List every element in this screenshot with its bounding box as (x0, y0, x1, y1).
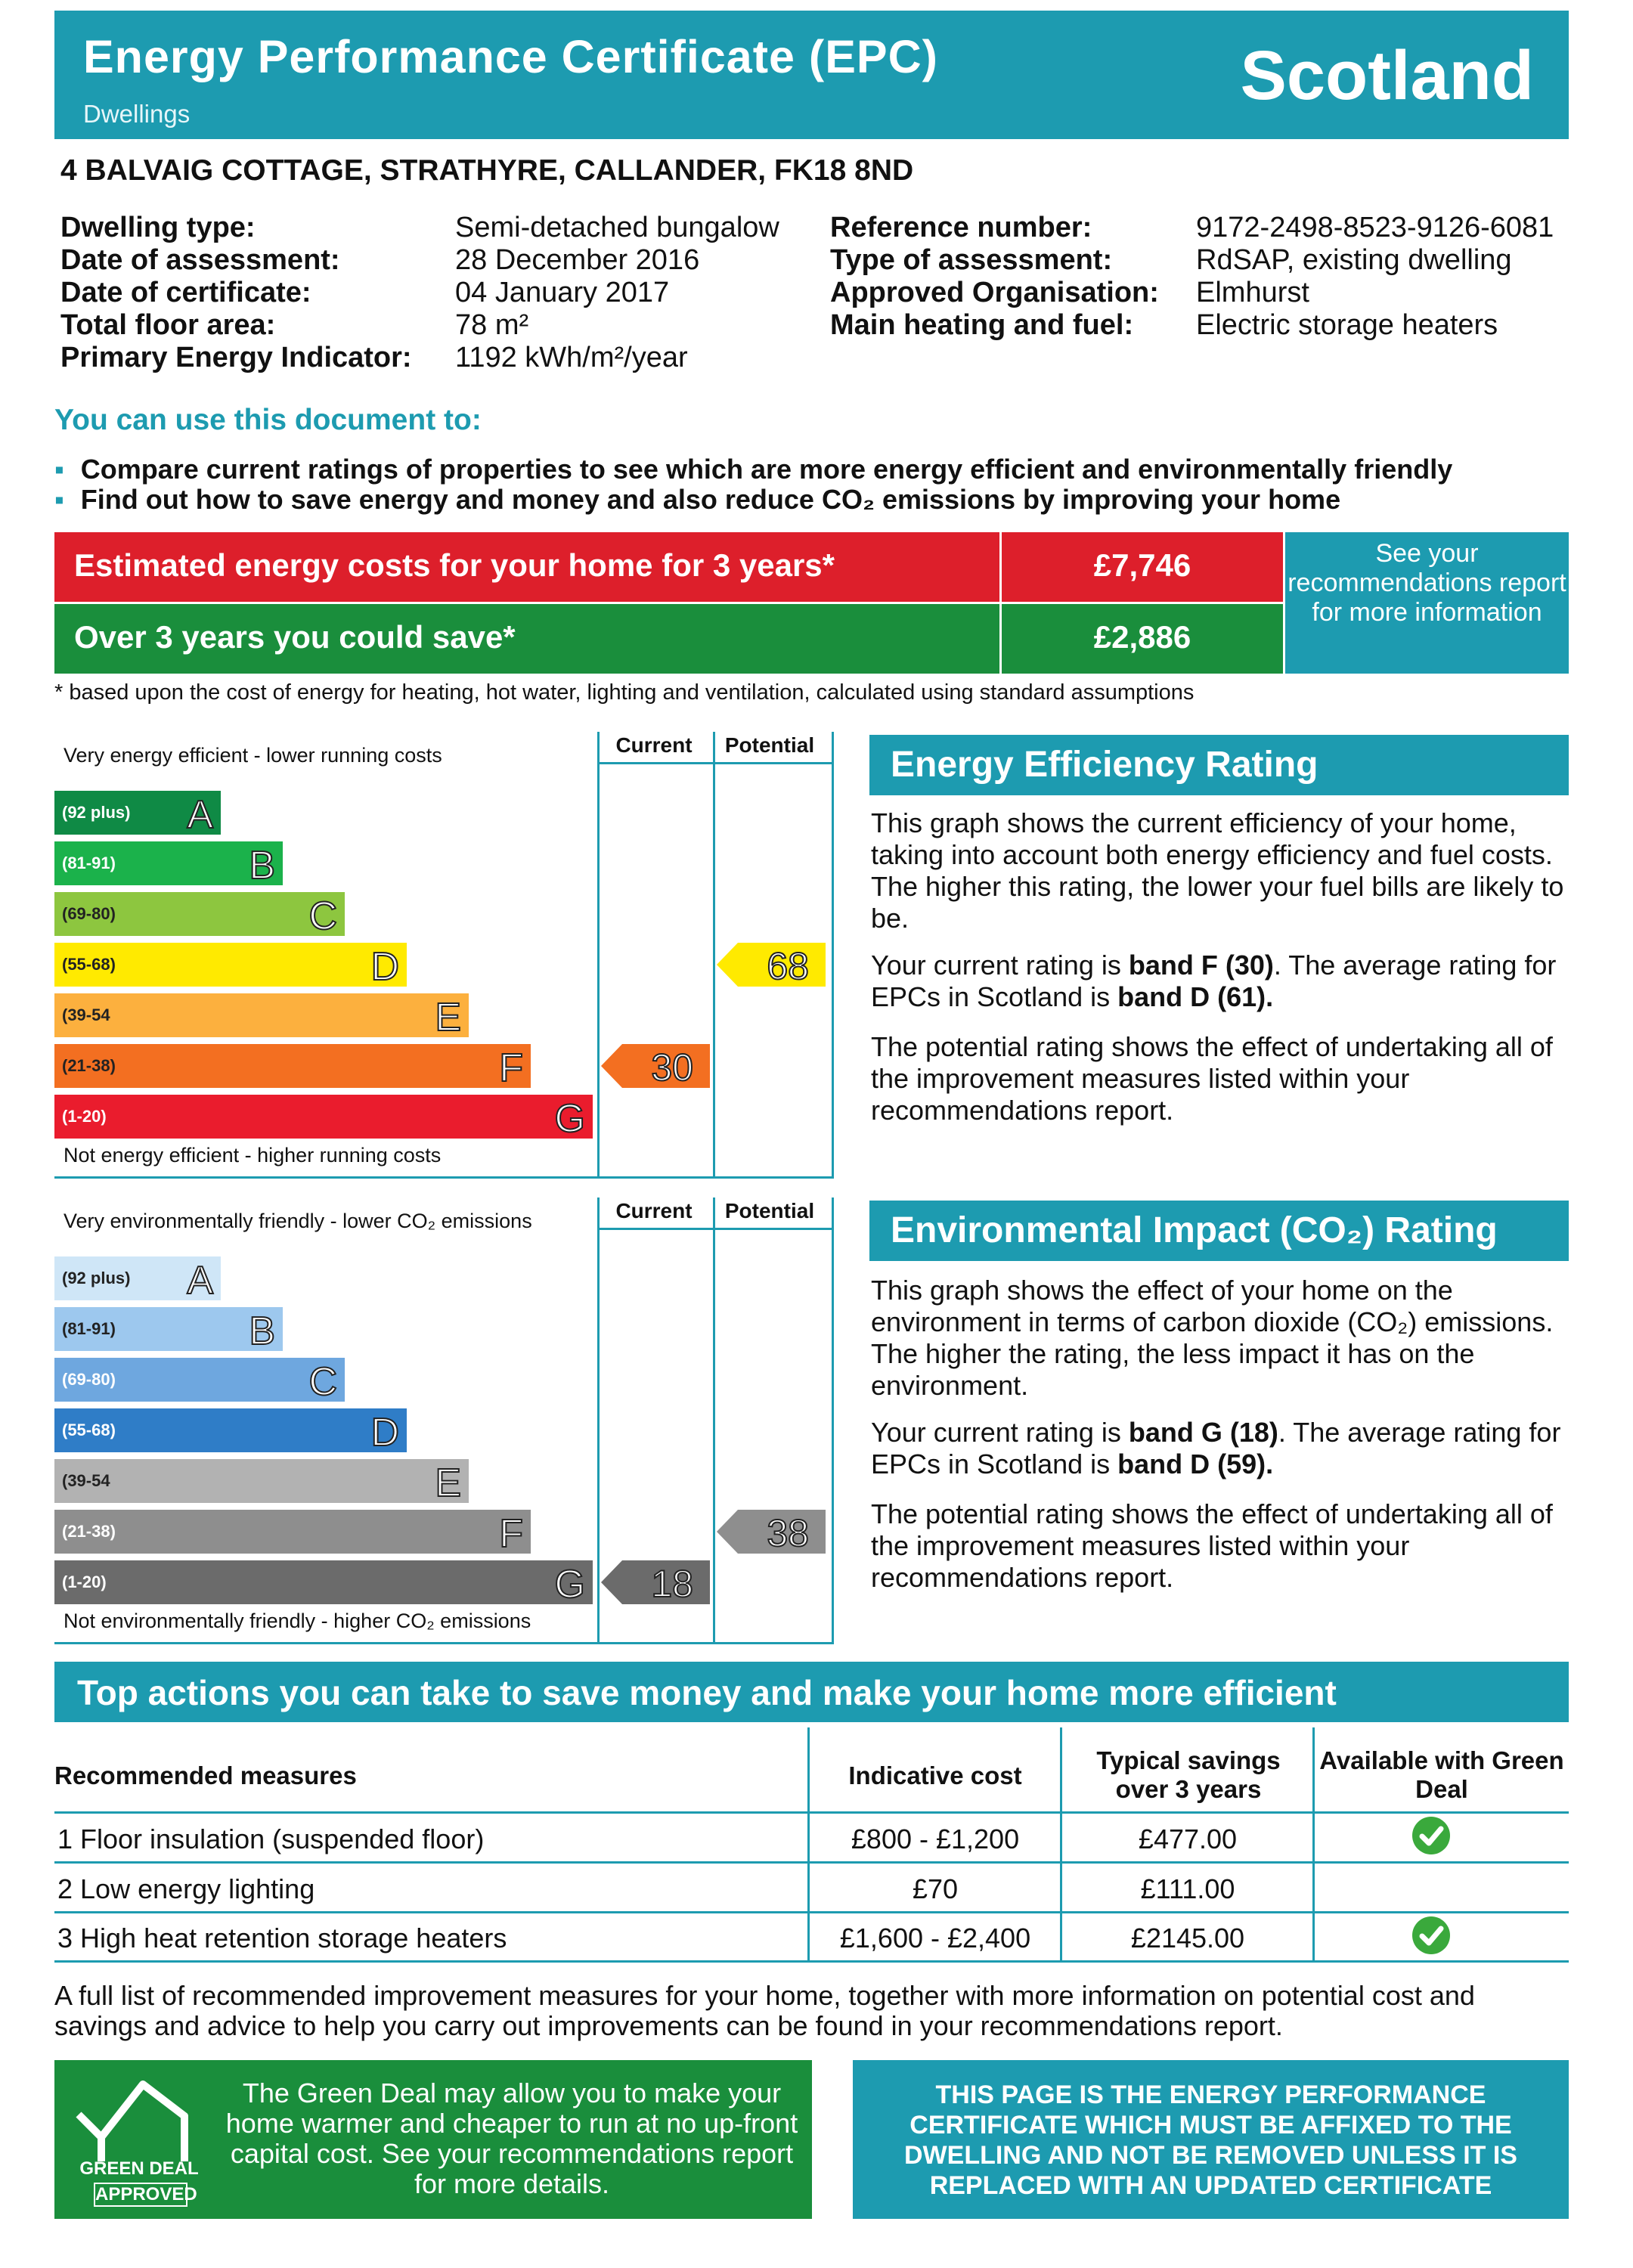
column-divider (713, 1198, 715, 1642)
use-item: ▪ Find out how to save energy and money and also reduce CO₂ emissions by improving your home (54, 484, 1341, 515)
energy-paragraph-3: The potential rating shows the effect of undertaking all of the improvement measures listed within your recommendations report. (871, 1031, 1553, 1126)
top-actions-title: Top actions you can take to save money and make your home more efficient (54, 1662, 1569, 1722)
rating-band-f (54, 1044, 531, 1088)
current-rating-arrow-value: 30 (651, 1046, 693, 1089)
chart-top-caption: Very energy efficient - lower running costs (64, 744, 442, 767)
savings-bar (54, 604, 999, 674)
band-letter: B (249, 844, 275, 888)
band-letter: C (308, 894, 337, 938)
column-header-rule (597, 762, 832, 764)
current-rating-arrow-value: 18 (651, 1563, 693, 1605)
rating-band-g (54, 1095, 593, 1139)
savings-label: Over 3 years you could save* (74, 619, 516, 655)
env-paragraph-2: Your current rating is band G (18). The average rating for EPCs in Scotland is band D (59). (871, 1417, 1561, 1479)
detail-label-assessment-date: Date of assessment: (60, 244, 340, 276)
measure-cell: 1 Floor insulation (suspended floor) (57, 1823, 485, 1854)
estimated-cost-bar (54, 532, 999, 602)
green-deal-logo (71, 2071, 207, 2211)
detail-value-heating: Electric storage heaters (1196, 309, 1498, 341)
green-deal-check-icon (1412, 1817, 1450, 1854)
band-letter: G (554, 1563, 585, 1606)
energy-rating-title: Energy Efficiency Rating (869, 735, 1569, 795)
savings-value: £2,886 (1093, 619, 1191, 655)
green-deal-text: The Green Deal may allow you to make your home warmer and cheaper to run at no up-front capital cost. See your recommendations report for more details. (225, 2077, 798, 2199)
current-column-header: Current (615, 733, 693, 757)
band-range-label: (55-68) (62, 955, 116, 974)
savings-cell (1002, 604, 1283, 674)
detail-value-reference: 9172-2498-8523-9126-6081 (1196, 212, 1554, 243)
green-deal-check-icon (1412, 1916, 1450, 1954)
band-letter: E (435, 996, 461, 1040)
band-range-label: (69-80) (62, 1370, 116, 1389)
band-range-label: (1-20) (62, 1572, 107, 1591)
col-header-cost: Indicative cost (848, 1761, 1022, 1789)
column-divider (597, 1198, 600, 1642)
column-divider (713, 732, 715, 1176)
potential-rating-arrow-value: 38 (767, 1512, 809, 1554)
detail-label-certificate-date: Date of certificate: (60, 277, 311, 308)
potential-column-header: Potential (724, 733, 815, 757)
cost-footnote: * based upon the cost of energy for heating, hot water, lighting and ventilation, calculated using standard assumptions (54, 680, 1195, 705)
rating-band-g (54, 1560, 593, 1604)
band-range-label: (92 plus) (62, 1269, 131, 1287)
band-letter: E (435, 1461, 461, 1505)
potential-rating-arrow (717, 1510, 826, 1554)
detail-value-assessment-type: RdSAP, existing dwelling (1196, 244, 1512, 276)
rating-band-a (54, 1256, 221, 1303)
rating-band-c (54, 1358, 345, 1402)
measure-cell: 2 Low energy lighting (57, 1873, 315, 1904)
table-divider (807, 1727, 810, 1962)
estimated-cost-label: Estimated energy costs for your home for 3 years* (74, 547, 835, 583)
rating-band-b (54, 1307, 283, 1351)
detail-label-assessment-type: Type of assessment: (830, 244, 1113, 276)
band-letter: A (187, 793, 213, 837)
table-rule (54, 1911, 1569, 1913)
band-letter: A (187, 1259, 213, 1303)
potential-rating-arrow-value: 68 (767, 945, 809, 987)
detail-value-certificate-date: 04 January 2017 (455, 277, 670, 308)
current-rating-arrow (601, 1044, 710, 1088)
chart-bottom-caption: Not environmentally friendly - higher CO₂ emissions (64, 1610, 531, 1632)
column-header-rule (597, 1228, 832, 1230)
band-letter: G (554, 1097, 585, 1141)
estimated-cost-cell (1002, 532, 1283, 602)
detail-value-energy-indicator: 1192 kWh/m²/year (455, 342, 688, 373)
rating-band-c (54, 892, 345, 936)
certificate-notice: THIS PAGE IS THE ENERGY PERFORMANCE CERTIFICATE WHICH MUST BE AFFIXED TO THE DWELLING AND NOT BE REMOVED UNLESS IT IS REPLACED WITH AN UPDATED CERTIFICATE (853, 2060, 1569, 2219)
detail-value-dwelling-type: Semi-detached bungalow (455, 212, 779, 243)
band-range-label: (81-91) (62, 854, 116, 872)
chart-top-caption: Very environmentally friendly - lower CO₂ emissions (64, 1210, 532, 1232)
use-item: ▪ Compare current ratings of properties to see which are more energy efficient and environmentally friendly (54, 454, 1453, 485)
band-letter: C (308, 1360, 337, 1404)
rating-band-e (54, 1459, 469, 1503)
band-range-label: (55-68) (62, 1421, 116, 1439)
band-range-label: (39-54 (62, 1471, 110, 1490)
table-divider (1312, 1727, 1315, 1962)
detail-label-energy-indicator: Primary Energy Indicator: (60, 342, 412, 373)
logo-text-line1: GREEN DEAL (79, 2158, 199, 2179)
band-range-label: (39-54 (62, 1005, 110, 1024)
table-divider (1060, 1727, 1062, 1962)
current-rating-arrow (601, 1560, 710, 1604)
logo-text-line2: APPROVED (94, 2183, 187, 2207)
chart-bottom-caption: Not energy efficient - higher running costs (64, 1144, 442, 1167)
page-title: Energy Performance Certificate (EPC) (83, 31, 938, 82)
band-letter: D (370, 1411, 399, 1455)
band-range-label: (21-38) (62, 1056, 116, 1075)
band-letter: B (249, 1309, 275, 1353)
rating-band-e (54, 993, 469, 1040)
table-rule (54, 1861, 1569, 1864)
savings-cell: £477.00 (1138, 1823, 1238, 1854)
env-paragraph-1: This graph shows the effect of your home on the environment in terms of carbon dioxide (CO₂) emissions. The higher the rating, the less impact it has on the environment. (871, 1275, 1554, 1401)
full-list-note: A full list of recommended improvement measures for your home, together with more information on potential cost and savings and advice to help you carry out improvements can be found in your recommendations report. (54, 1980, 1475, 2041)
header-banner (54, 11, 1569, 139)
table-rule (54, 1811, 1569, 1814)
detail-value-organisation: Elmhurst (1196, 277, 1309, 308)
col-header-green-deal: Available with Green Deal (1319, 1746, 1564, 1803)
band-letter: D (370, 945, 399, 989)
energy-paragraph-1: This graph shows the current efficiency of your home, taking into account both energy efficiency and fuel costs. The higher this rating, the lower your fuel bills are likely to be. (871, 807, 1564, 934)
detail-label-organisation: Approved Organisation: (830, 277, 1159, 308)
house-check-icon (71, 2071, 207, 2161)
detail-label-reference: Reference number: (830, 212, 1092, 243)
see-recommendations-box: See your recommendations report for more information (1285, 532, 1569, 674)
savings-cell: £111.00 (1140, 1873, 1235, 1904)
rating-band-d (54, 1408, 407, 1455)
cost-cell: £1,600 - £2,400 (839, 1923, 1031, 1954)
potential-rating-arrow (717, 943, 826, 987)
current-column-header: Current (615, 1199, 693, 1222)
detail-value-assessment-date: 28 December 2016 (455, 244, 700, 276)
col-header-measures: Recommended measures (54, 1761, 357, 1789)
band-letter: F (499, 1512, 523, 1556)
detail-label-dwelling-type: Dwelling type: (60, 212, 256, 243)
green-deal-box (54, 2060, 812, 2219)
page-subtitle: Dwellings (83, 100, 191, 128)
energy-paragraph-2: Your current rating is band F (30). The average rating for EPCs in Scotland is band D (61). (871, 950, 1557, 1012)
rating-band-b (54, 841, 283, 888)
savings-cell: £2145.00 (1130, 1923, 1245, 1954)
band-range-label: (81-91) (62, 1319, 116, 1338)
rating-band-d (54, 943, 407, 987)
uses-heading: You can use this document to: (54, 404, 482, 436)
band-letter: F (499, 1046, 523, 1090)
table-rule (54, 1960, 1569, 1963)
detail-label-heating: Main heating and fuel: (830, 309, 1134, 341)
property-address: 4 BALVAIG COTTAGE, STRATHYRE, CALLANDER, FK18 8ND (60, 154, 914, 187)
rating-band-a (54, 791, 221, 835)
detail-label-floor-area: Total floor area: (60, 309, 276, 341)
measure-cell: 3 High heat retention storage heaters (57, 1923, 507, 1954)
band-range-label: (92 plus) (62, 803, 131, 822)
cost-cell: £70 (912, 1873, 959, 1904)
column-divider (597, 732, 600, 1176)
region-label: Scotland (1240, 37, 1534, 114)
potential-column-header: Potential (724, 1199, 815, 1222)
band-range-label: (69-80) (62, 904, 116, 923)
cost-cell: £800 - £1,200 (851, 1823, 1020, 1854)
band-range-label: (1-20) (62, 1107, 107, 1126)
rating-band-f (54, 1510, 531, 1554)
estimated-cost-value: £7,746 (1093, 547, 1191, 583)
col-header-savings: Typical savings over 3 years (1096, 1746, 1281, 1803)
env-paragraph-3: The potential rating shows the effect of undertaking all of the improvement measures listed within your recommendations report. (871, 1498, 1553, 1593)
detail-value-floor-area: 78 m² (455, 309, 529, 341)
env-rating-title: Environmental Impact (CO₂) Rating (869, 1201, 1569, 1261)
band-range-label: (21-38) (62, 1522, 116, 1541)
